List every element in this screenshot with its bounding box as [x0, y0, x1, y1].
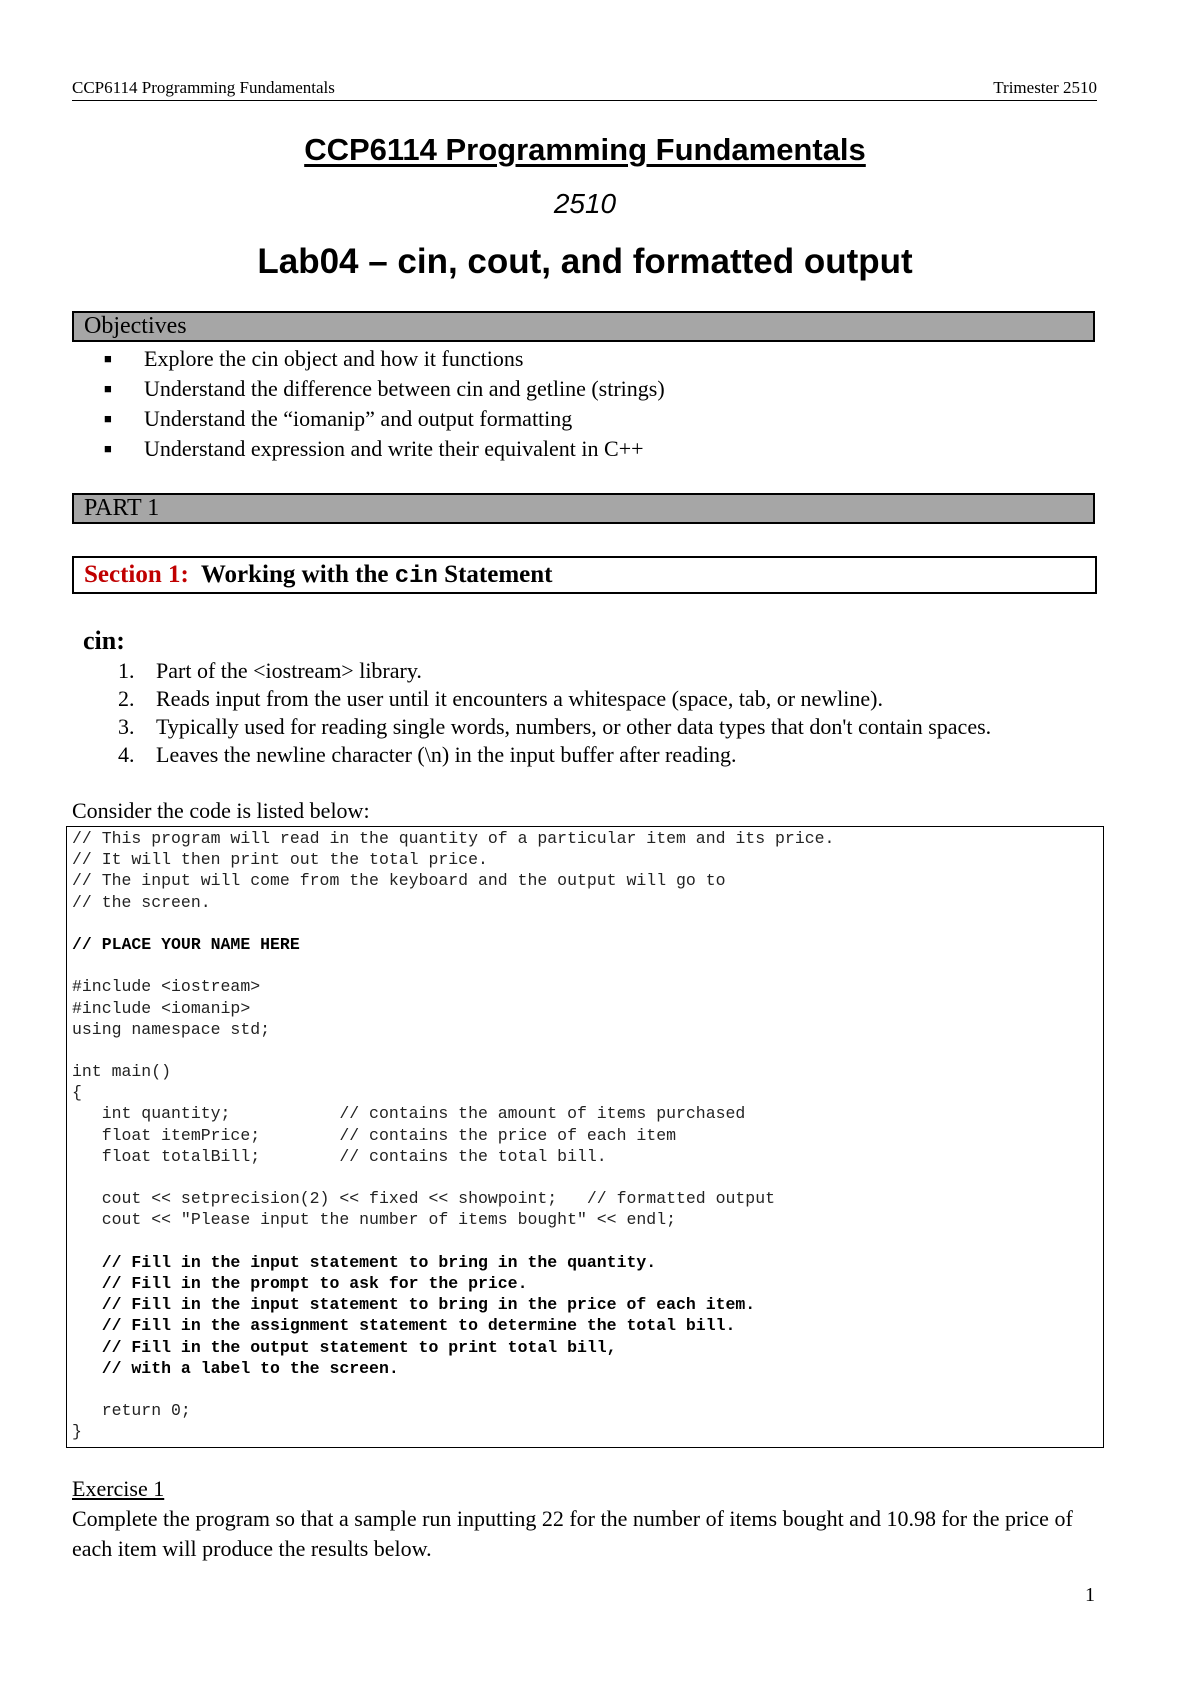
- objective-item: ■ Understand expression and write their equivalent in C++: [104, 434, 665, 464]
- header-course: CCP6114 Programming Fundamentals: [72, 78, 335, 97]
- code-line: // Fill in the input statement to bring in the quantity.: [72, 1252, 657, 1272]
- term-code: 2510: [553, 188, 617, 219]
- objective-item: ■ Explore the cin object and how it functions: [104, 344, 665, 374]
- consider-text: Consider the code is listed below:: [72, 798, 370, 823]
- code-line: [72, 913, 1103, 934]
- code-line: }: [72, 1422, 82, 1442]
- code-line: cout << setprecision(2) << fixed << showpoint; // formatted output: [72, 1189, 776, 1209]
- code-line: // Fill in the prompt to ask for the price.: [72, 1273, 528, 1293]
- section1-text-end: Statement: [444, 561, 553, 588]
- list-item: 1. Part of the <iostream> library.: [118, 658, 422, 683]
- cin-heading: cin:: [83, 626, 125, 655]
- code-line: // the screen.: [72, 892, 211, 912]
- square-bullet-icon: ■: [104, 351, 112, 366]
- code-line: // This program will read in the quantity of a particular item and its price.: [72, 829, 835, 848]
- list-item: 2. Reads input from the user until it encounters a whitespace (space, tab, or newline).: [118, 686, 883, 711]
- code-line: {: [72, 1083, 82, 1103]
- code-line: #include <iomanip>: [72, 998, 251, 1018]
- code-line: // with a label to the screen.: [72, 1358, 399, 1378]
- header-trimester: Trimester 2510: [993, 78, 1097, 97]
- objectives-heading: Objectives: [72, 311, 1095, 342]
- objective-item: ■ Understand the difference between cin and getline (strings): [104, 374, 665, 404]
- cin-list: [118, 657, 991, 769]
- code-line: [72, 955, 1103, 976]
- code-line: [72, 1040, 1103, 1061]
- code-line: // Fill in the output statement to print total bill,: [72, 1337, 617, 1357]
- code-line: [72, 1167, 1103, 1188]
- section1-text: Working with the: [200, 561, 389, 588]
- lab-title: Lab04 – cin, cout, and formatted output: [257, 242, 913, 281]
- code-line: float totalBill; // contains the total bill.: [72, 1146, 607, 1166]
- code-line: // Fill in the input statement to bring in the price of each item.: [72, 1295, 756, 1315]
- code-line: [72, 1379, 1103, 1400]
- part1-heading: PART 1: [72, 493, 1095, 524]
- section1-label: Section 1:: [84, 561, 189, 588]
- code-line: cout << "Please input the number of items bought" << endl;: [72, 1210, 676, 1230]
- objective-item: ■ Understand the “iomanip” and output formatting: [104, 404, 665, 434]
- code-line: [72, 1231, 1103, 1252]
- section1-heading: [72, 556, 1097, 594]
- section1-code: cin: [394, 563, 438, 590]
- page-header: [72, 78, 1097, 101]
- code-line: using namespace std;: [72, 1019, 271, 1039]
- page-number: 1: [1085, 1584, 1095, 1606]
- code-line: // PLACE YOUR NAME HERE: [72, 934, 300, 954]
- code-line: int main(): [72, 1062, 172, 1082]
- code-line: int quantity; // contains the amount of items purchased: [72, 1104, 746, 1124]
- square-bullet-icon: ■: [104, 381, 112, 396]
- exercise-text: Complete the program so that a sample run inputting 22 for the number of items bought and 10.98 for the price of each item will produce the results below.: [72, 1506, 1073, 1561]
- square-bullet-icon: ■: [104, 441, 112, 456]
- code-line: return 0;: [72, 1401, 191, 1421]
- code-line: float itemPrice; // contains the price of each item: [72, 1125, 676, 1145]
- list-item: 3. Typically used for reading single words, numbers, or other data types that don't contain spaces.: [118, 714, 992, 739]
- code-line: // The input will come from the keyboard and the output will go to: [72, 871, 726, 891]
- course-title: CCP6114 Programming Fundamentals: [304, 132, 866, 167]
- code-line: // It will then print out the total price.: [72, 850, 488, 870]
- square-bullet-icon: ■: [104, 411, 112, 426]
- code-listing: [66, 826, 1104, 1448]
- list-item: 4. Leaves the newline character (\n) in the input buffer after reading.: [118, 742, 737, 767]
- code-line: // Fill in the assignment statement to determine the total bill.: [72, 1316, 736, 1336]
- objectives-list: [104, 344, 665, 464]
- code-line: #include <iostream>: [72, 977, 261, 997]
- exercise-heading: Exercise 1: [72, 1476, 165, 1501]
